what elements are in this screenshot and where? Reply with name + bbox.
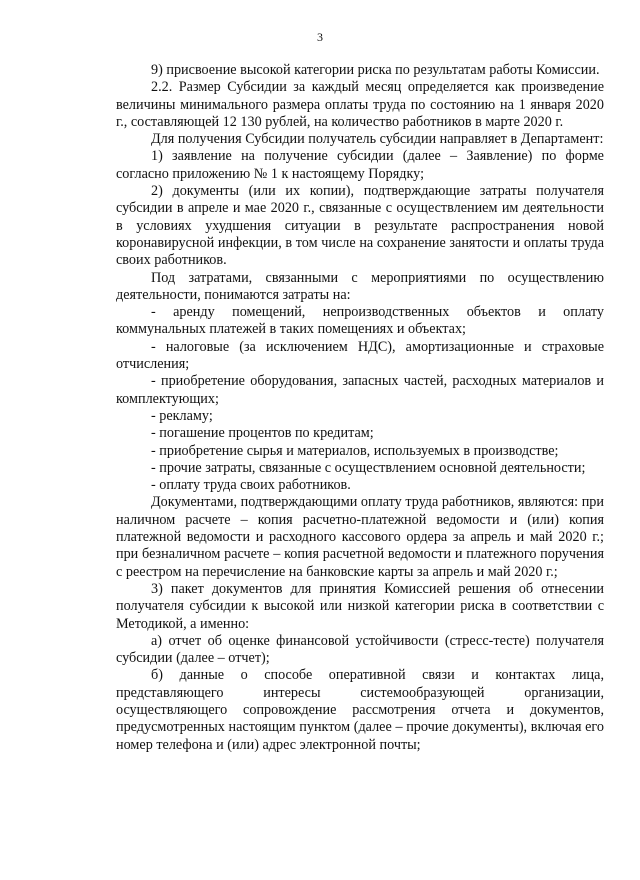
paragraph: Документами, подтверждающими оплату труда работников, являются: при наличном расчете – копия расчетно-платежной ведомости и (или) копия платежной ведомости и расходного кассового ордера за апрель и май 2020 г.; при безналичном расчете – копия расчетной ведомости и платежного поручения с реестром на перечисление на банковские карты за апрель и май 2020 г.; [116, 494, 604, 580]
paragraph: б) данные о способе оперативной связи и контактах лица, представляющего интересы системообразующей организации, осуществляющего сопровождение рассмотрения отчета и документов, предусмотренных настоящим пунктом (далее – прочие документы), включая его номер телефона и (или) адрес электронной почты; [116, 667, 604, 753]
list-item: - налоговые (за исключением НДС), амортизационные и страховые отчисления; [116, 338, 604, 373]
list-item: - приобретение сырья и материалов, используемых в производстве; [151, 442, 559, 459]
list-item: - рекламу; [151, 407, 213, 424]
paragraph: Для получения Субсидии получатель субсидии направляет в Департамент: [151, 131, 604, 148]
paragraph: 3) пакет документов для принятия Комиссией решения об отнесении получателя субсидии к высокой или низкой категории риска в соответствии с Методикой, а именно: [116, 580, 604, 632]
list-item: - приобретение оборудования, запасных частей, расходных материалов и комплектующих; [116, 373, 604, 407]
list-item: - оплату труда своих работников. [151, 477, 351, 494]
paragraph: 2) документы (или их копии), подтверждающие затраты получателя субсидии в апреле и мае 2020 г., связанные с осуществлением им деятельности в условиях ухудшения ситуации в результате распространения новой коронавирусной инфекции, в том числе на сохранение занятости и оплаты труда своих работников. [116, 183, 604, 269]
paragraph: 1) заявление на получение субсидии (далее – Заявление) по форме согласно приложению № 1 к настоящему Порядку; [116, 148, 604, 182]
paragraph: а) отчет об оценке финансовой устойчивости (стресс-тесте) получателя субсидии (далее – отчет); [116, 632, 604, 667]
page-number: 3 [317, 30, 323, 44]
paragraph: 2.2. Размер Субсидии за каждый месяц определяется как произведение величины минимального размера оплаты труда по состоянию на 1 января 2020 г., составляющей 12 130 рублей, на количество работников в марте 2020 г. [116, 79, 604, 130]
paragraph: Под затратами, связанными с мероприятиями по осуществлению деятельности, понимаются затраты на: [116, 269, 604, 303]
list-item: - прочие затраты, связанные с осуществлением основной деятельности; [151, 459, 586, 476]
list-item: - погашение процентов по кредитам; [151, 425, 374, 442]
list-item: - аренду помещений, непроизводственных объектов и оплату коммунальных платежей в таких помещениях и объектах; [116, 304, 604, 338]
paragraph: 9) присвоение высокой категории риска по результатам работы Комиссии. [151, 62, 600, 78]
document-body [116, 62, 604, 754]
